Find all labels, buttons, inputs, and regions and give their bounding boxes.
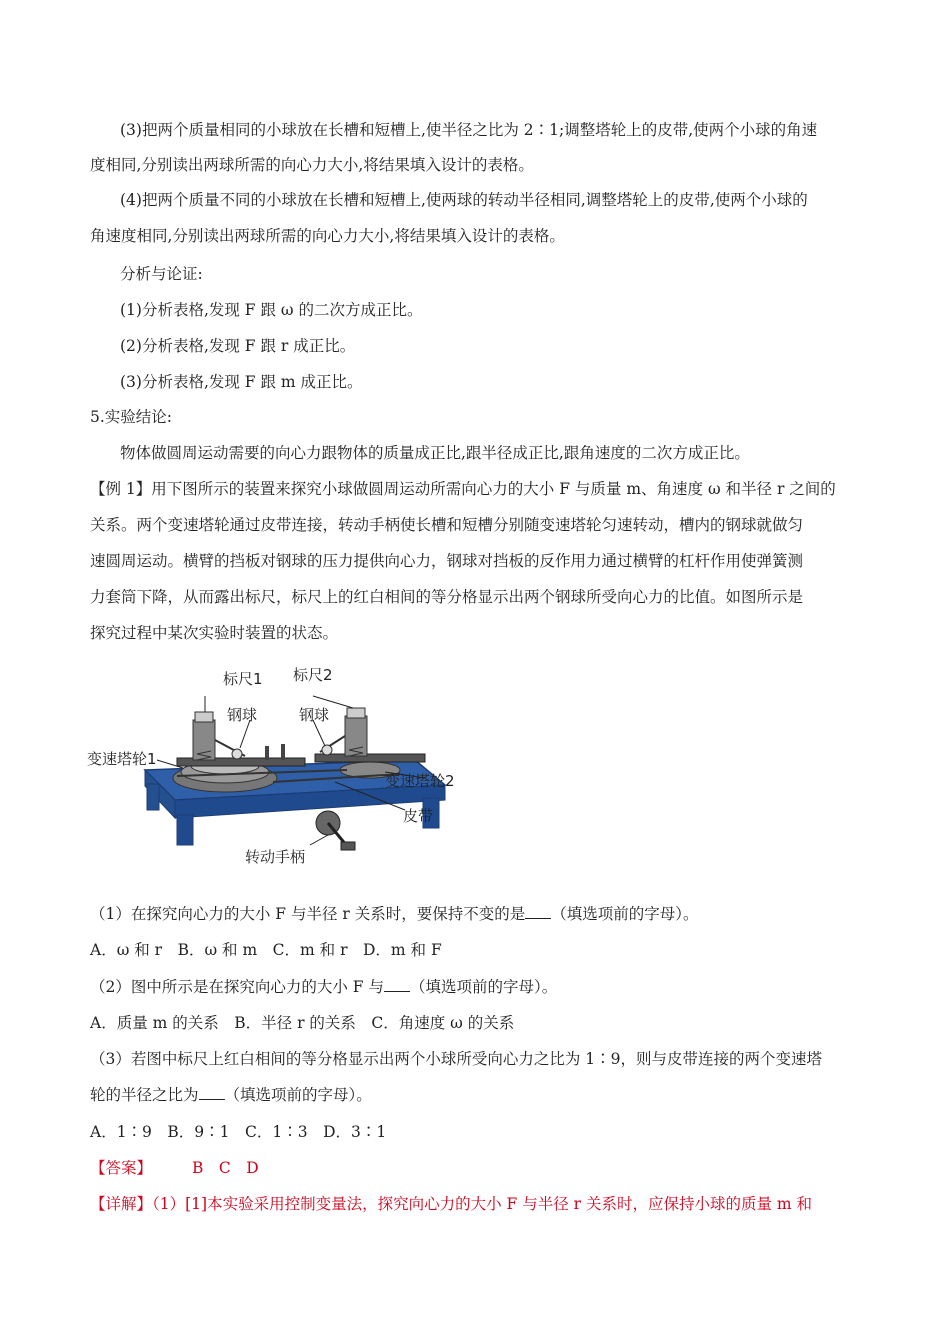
question-3-options: A．1∶9 B．9∶1 C．1∶3 D．3∶1 (90, 1123, 387, 1141)
apparatus-figure (85, 660, 485, 880)
analysis-item-2: (2)分析表格,发现 F 跟 r 成正比。 (120, 337, 356, 355)
question-3-stem-line-2 (90, 1083, 870, 1107)
analysis-item-3: (3)分析表格,发现 F 跟 m 成正比。 (120, 373, 363, 391)
handle-label: 转动手柄 (245, 848, 306, 866)
analysis-item-1: (1)分析表格,发现 F 跟 ω 的二次方成正比。 (120, 301, 423, 319)
answer-label: 【答案】 (90, 1159, 153, 1177)
intro-line-3: (4)把两个质量不同的小球放在长槽和短槽上,使两球的转动半径相同,调整塔轮上的皮带,使两个小球的 (120, 191, 808, 209)
example-line-4: 力套筒下降，从而露出标尺，标尺上的红白相间的等分格显示出两个钢球所受向心力的比值。如图所示是 (90, 588, 804, 606)
question-2-stem-tail: （填选项前的字母）。 (409, 978, 558, 996)
detail-text: （1）[1]本实验采用控制变量法，探究向心力的大小 F 与半径 r 关系时，应保持小球的质量 m 和 (152, 1195, 813, 1213)
question-3-stem-tail: （填选项前的字母）。 (224, 1086, 372, 1104)
question-2-options: A．质量 m 的关系 B．半径 r 的关系 C．角速度 ω 的关系 (90, 1014, 515, 1032)
example-line-5: 探究过程中某次实验时装置的状态。 (90, 624, 339, 642)
steel-ball-1-label: 钢球 (227, 706, 258, 724)
question-1-stem-tail: （填选项前的字母）。 (551, 905, 699, 923)
ruler-1-label: 标尺1 (223, 670, 263, 688)
example-line-3: 速圆周运动。横臂的挡板对钢球的压力提供向心力，钢球对挡板的反作用力通过横臂的杠杆作用使弹簧测 (90, 552, 804, 570)
conclusion-heading: 5.实验结论: (90, 408, 173, 426)
detail-line (90, 1192, 870, 1216)
belt-label: 皮带 (403, 807, 434, 825)
answer-value: B C D (192, 1159, 259, 1177)
example-line-2: 关系。两个变速塔轮通过皮带连接，转动手柄使长槽和短槽分别随变速塔轮匀速转动，槽内的钢球就做匀 (90, 516, 804, 534)
question-1-options: A．ω 和 r B．ω 和 m C．m 和 r D．m 和 F (90, 941, 442, 959)
ruler-2-label: 标尺2 (293, 666, 333, 684)
answer-blank (199, 1085, 225, 1100)
steel-ball-2-label: 钢球 (299, 706, 330, 724)
conclusion-text: 物体做圆周运动需要的向心力跟物体的质量成正比,跟半径成正比,跟角速度的二次方成正比。 (120, 444, 750, 462)
wheel-1-label: 变速塔轮1 (87, 750, 157, 768)
intro-line-4: 角速度相同,分别读出两球所需的向心力大小,将结果填入设计的表格。 (90, 227, 565, 245)
answer-line (90, 1156, 870, 1180)
question-1-stem-text: （1）在探究向心力的大小 F 与半径 r 关系时，要保持不变的是 (90, 905, 526, 923)
answer-blank (384, 977, 410, 992)
wheel-2-label: 变速塔轮2 (385, 772, 455, 790)
answer-blank (525, 904, 551, 919)
question-1-stem (90, 902, 870, 926)
question-2-stem (90, 975, 870, 999)
example-line-1: 【例 1】用下图所示的装置来探究小球做圆周运动所需向心力的大小 F 与质量 m、角速度 ω 和半径 r 之间的 (90, 480, 836, 498)
detail-label: 【详解】 (90, 1195, 153, 1213)
intro-line-2: 度相同,分别读出两球所需的向心力大小,将结果填入设计的表格。 (90, 156, 534, 174)
intro-line-1: (3)把两个质量相同的小球放在长槽和短槽上,使半径之比为 2∶1;调整塔轮上的皮带,使两个小球的角速 (120, 121, 818, 139)
question-3-stem-text: 轮的半径之比为 (90, 1086, 199, 1104)
question-2-stem-text: （2）图中所示是在探究向心力的大小 F 与 (90, 978, 384, 996)
analysis-title: 分析与论证: (120, 265, 203, 283)
question-3-stem-line-1: （3）若图中标尺上红白相间的等分格显示出两个小球所受向心力之比为 1∶9，则与皮带连接的两个变速塔 (90, 1050, 823, 1068)
